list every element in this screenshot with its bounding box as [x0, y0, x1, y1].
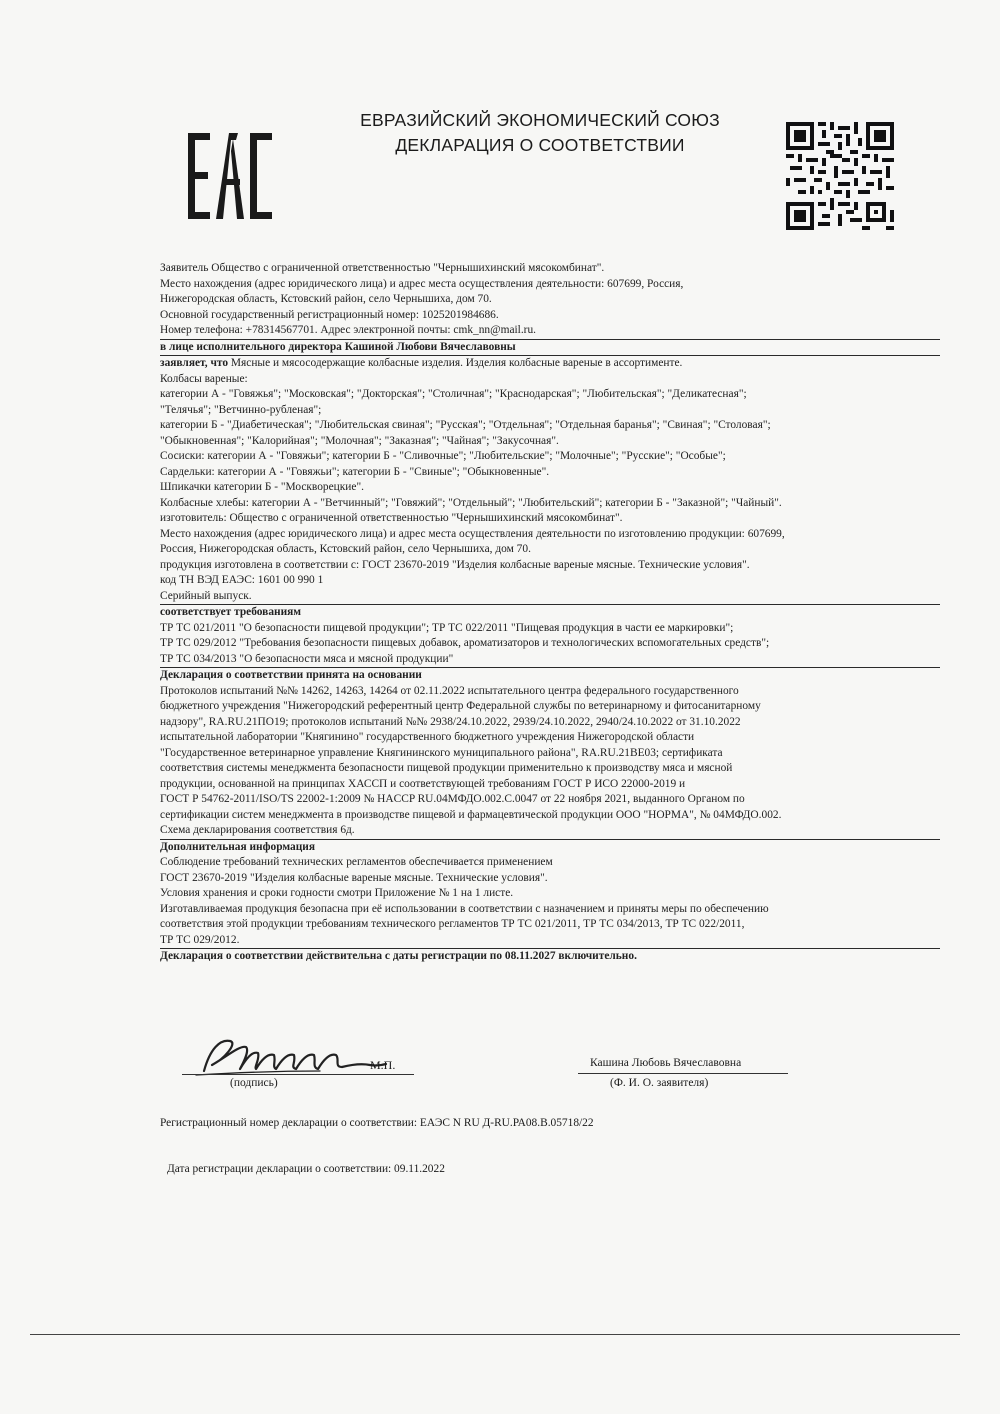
applicant-ogrn: Основной государственный регистрационный номер: 1025201984686. [160, 308, 499, 321]
applicant-line: Заявитель Общество с ограниченной ответственностью "Чернышихинский мясокомбинат". [160, 262, 605, 274]
product-line: "Телячья"; "Ветчинно-рубленая"; [160, 403, 322, 416]
declaration-body [160, 261, 940, 965]
manufacturer-address: Место нахождения (адрес юридического лица) и адрес места осуществления деятельности по изготовлению продукции: 607699, [160, 527, 785, 540]
additional-line: соответствия этой продукции требованиям технического регламентов ТР ТС 021/2011, ТР ТС 034/2013, ТР ТС 022/2011, [160, 918, 745, 930]
additional-label: Дополнительная информация [160, 840, 316, 853]
product-line: категории А - "Говяжья"; "Московская"; "Докторская"; "Столичная"; "Краснодарская"; "Любительская"; "Деликатесная"; [160, 388, 747, 400]
declaration-scheme: Схема декларирования соответствия 6д. [160, 823, 940, 840]
declares-label: заявляет, что [160, 357, 229, 369]
applicant-representative: в лице исполнительного директора Кашиной Любови Вячеславовны [160, 340, 940, 357]
qr-code-icon [786, 122, 894, 230]
basis-line: соответствия системы менеджмента безопасности пищевой продукции применительно к производству мяса и мясной [160, 762, 733, 774]
qr-code-graphic [786, 122, 894, 230]
regulation-line: ТР ТС 034/2013 "О безопасности мяса и мясной продукции" [160, 652, 940, 669]
product-line: Колбасные хлебы: категории А - "Ветчинный"; "Говяжий"; "Отдельный"; "Любительский"; категории Б - "Заказной"; "Чайный". [160, 496, 782, 509]
declares-line [160, 356, 940, 372]
registration-date: Дата регистрации декларации о соответствии: 09.11.2022 [167, 1163, 445, 1175]
regulation-line: ТР ТС 029/2012 "Требования безопасности пищевых добавок, ароматизаторов и технологических вспомогательных средств"; [160, 637, 770, 649]
applicant-address-cont: Нижегородская область, Кстовский район, село Чернышиха, дом 70. [160, 293, 492, 305]
basis-line: "Государственное ветеринарное управление Княгининского муниципального района", RA.RU.21ВЕ03; сертификата [160, 746, 723, 759]
signature-line [182, 1074, 414, 1075]
additional-line: Изготавливаемая продукция безопасна при её использовании в соответствии с назначением и приняты меры по обеспечению [160, 902, 769, 915]
applicant-fio: Кашина Любовь Вячеславовна [590, 1057, 742, 1069]
validity-line: Декларация о соответствии действительна с даты регистрации по 08.11.2027 включительно. [160, 950, 637, 962]
stamp-place-label: М.П. [370, 1058, 396, 1072]
product-line: "Обыкновенная"; "Калорийная"; "Молочная"; "Заказная"; "Чайная"; "Закусочная". [160, 434, 559, 447]
product-line: категории Б - "Диабетическая"; "Любительская свиная"; "Русская"; "Отдельная"; "Отдельная баранья"; "Свиная"; "Столовая"; [160, 419, 771, 431]
manufacturer-line: изготовитель: Общество с ограниченной ответственностью "Чернышихинский мясокомбинат". [160, 512, 623, 524]
basis-line: продукции, основанной на принципах ХАССП и соответствующей требованиям ГОСТ Р ИСО 22000-2019 и [160, 777, 686, 790]
standard-line: продукция изготовлена в соответствии с: ГОСТ 23670-2019 "Изделия колбасные вареные мясные. Технические условия". [160, 558, 750, 571]
tn-ved-code: код ТН ВЭД ЕАЭС: 1601 00 990 1 [160, 574, 324, 586]
eac-logo [186, 133, 274, 219]
document-header [330, 108, 750, 158]
additional-line: ГОСТ 23670-2019 "Изделия колбасные вареные мясные. Технические условия". [160, 871, 548, 884]
eac-logo-graphic [186, 133, 274, 219]
basis-label: Декларация о соответствии принята на основании [160, 669, 422, 681]
basis-line: сертификации систем менеджмента в производстве пищевой и фармацевтической продукции ООО "НОРМА", № 04МФДО.002. [160, 808, 782, 821]
basis-line: ГОСТ Р 54762-2011/ISO/TS 22002-1:2009 № HACCP RU.04МФДО.002.С.0047 от 22 ноября 2021, выданного Органом по [160, 793, 745, 805]
basis-line: бюджетного учреждения "Нижегородский референтный центр Федеральной службы по ветеринарному и фитосанитарному [160, 700, 761, 712]
declares-product: Мясные и мясосодержащие колбасные изделия. Изделия колбасные вареные в ассортименте. [228, 357, 683, 369]
product-line: Колбасы вареные: [160, 372, 248, 385]
conforms-label: соответствует требованиям [160, 606, 302, 618]
basis-line: испытательной лаборатории "Княгинино" государственного бюджетного учреждения Нижегородской области [160, 731, 695, 743]
fio-caption: (Ф. И. О. заявителя) [610, 1077, 709, 1089]
fio-line [578, 1073, 788, 1074]
additional-line: ТР ТС 029/2012. [160, 933, 940, 950]
serial-release: Серийный выпуск. [160, 589, 940, 606]
applicant-address: Место нахождения (адрес юридического лица) и адрес места осуществления деятельности: 607699, Россия, [160, 277, 684, 290]
union-title: ЕВРАЗИЙСКИЙ ЭКОНОМИЧЕСКИЙ СОЮЗ [360, 110, 720, 130]
additional-line: Соблюдение требований технических регламентов обеспечивается применением [160, 856, 553, 868]
signature-caption: (подпись) [230, 1077, 278, 1089]
manufacturer-address-cont: Россия, Нижегородская область, Кстовский район, село Чернышиха, дом 70. [160, 543, 531, 555]
declaration-title: ДЕКЛАРАЦИЯ О СООТВЕТСТВИИ [395, 135, 685, 155]
regulation-line: ТР ТС 021/2011 "О безопасности пищевой продукции"; ТР ТС 022/2011 "Пищевая продукция в части ее маркировки"; [160, 621, 734, 634]
bottom-divider [30, 1334, 960, 1335]
basis-line: надзору", RA.RU.21ПО19; протоколов испытаний №№ 2938/24.10.2022, 2939/24.10.2022, 2940/24.10.2022 от 31.10.2022 [160, 715, 741, 728]
registration-number: Регистрационный номер декларации о соответствии: ЕАЭС N RU Д-RU.РА08.В.05718/22 [160, 1117, 594, 1129]
product-line: Шпикачки категории Б - "Москворецкие". [160, 481, 364, 493]
product-line: Сардельки: категории А - "Говяжьи"; категории Б - "Свиные"; "Обыкновенные". [160, 465, 550, 478]
basis-line: Протоколов испытаний №№ 14262, 14263, 14264 от 02.11.2022 испытательного центра федерального государственного [160, 684, 739, 697]
signature-block [160, 1035, 940, 1095]
additional-line: Условия хранения и сроки годности смотри Приложение № 1 на 1 листе. [160, 887, 514, 899]
product-line: Сосиски: категории А - "Говяжьи"; категории Б - "Сливочные"; "Любительские"; "Молочные"; "Русские"; "Особые"; [160, 450, 726, 462]
applicant-contacts: Номер телефона: +78314567701. Адрес электронной почты: cmk_nn@mail.ru. [160, 323, 940, 340]
